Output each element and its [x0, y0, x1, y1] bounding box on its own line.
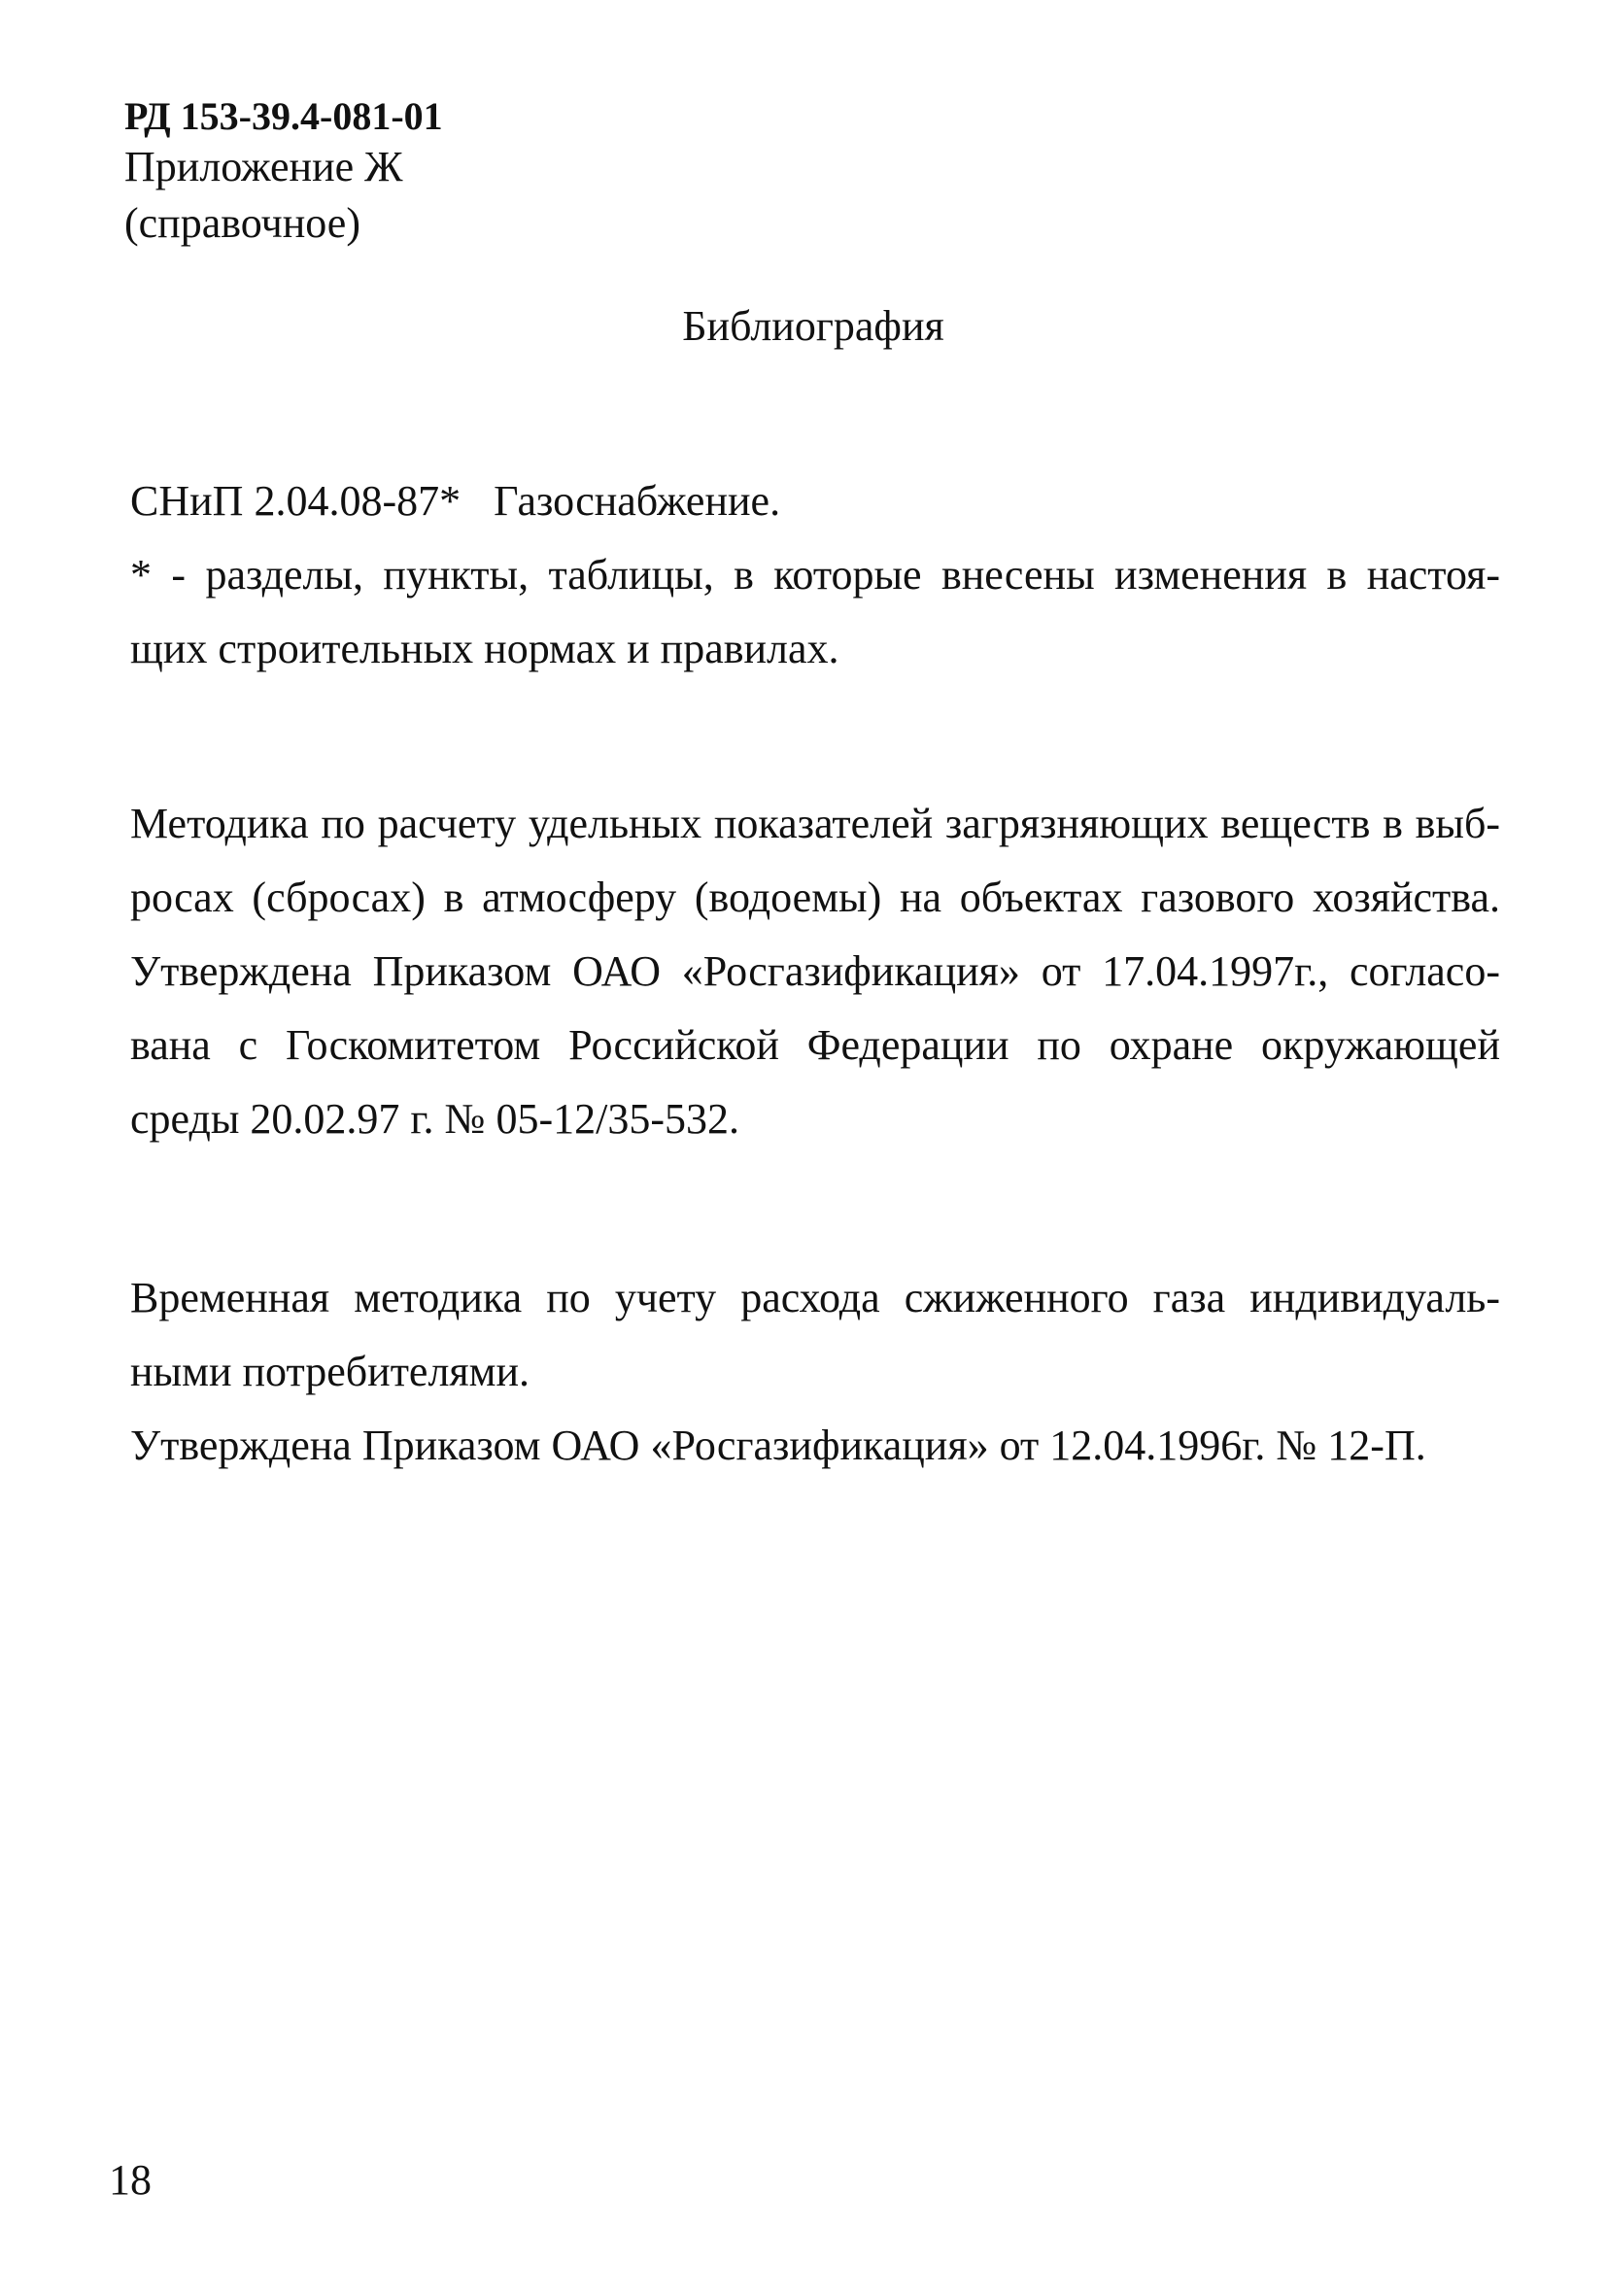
entry-line: среды 20.02.97 г. № 05-12/35-532.: [130, 1095, 740, 1143]
entry-heading-line: [130, 464, 1500, 538]
bibliography-entry-methodology: [130, 787, 1500, 1156]
bibliography-entry-snip: [130, 464, 1500, 686]
appendix-type: (справочное): [124, 199, 360, 247]
page-number: 18: [109, 2156, 152, 2204]
entry-line: Методика по расчету удельных показателей загрязняющих веществ в выб-: [130, 800, 1500, 847]
snip-code: СНиП 2.04.08-87*: [130, 477, 462, 525]
entry-line: Утверждена Приказом ОАО «Росгазификация» от 12.04.1996г. № 12-П.: [130, 1422, 1426, 1469]
entry-line: вана с Госкомитетом Российской Федерации по охране окружающей: [130, 1021, 1500, 1069]
entry-line: Утверждена Приказом ОАО «Росгазификация» от 17.04.1997г., согласо-: [130, 947, 1500, 995]
entry-line: щих строительных нормах и правилах.: [130, 625, 839, 672]
entry-line: Временная методика по учету расхода сжиженного газа индивидуаль-: [130, 1274, 1500, 1321]
bibliography-entry-temporary-methodology: [130, 1261, 1500, 1483]
section-title: Библиография: [682, 302, 944, 350]
document-code: РД 153-39.4-081-01: [124, 94, 443, 138]
entry-line: ными потребителями.: [130, 1348, 530, 1395]
entry-line: * - разделы, пункты, таблицы, в которые внесены изменения в настоя-: [130, 551, 1500, 599]
appendix-label: Приложение Ж: [124, 143, 403, 190]
snip-title: Газоснабжение.: [494, 477, 781, 525]
entry-line: росах (сбросах) в атмосферу (водоемы) на объектах газового хозяйства.: [130, 874, 1500, 921]
